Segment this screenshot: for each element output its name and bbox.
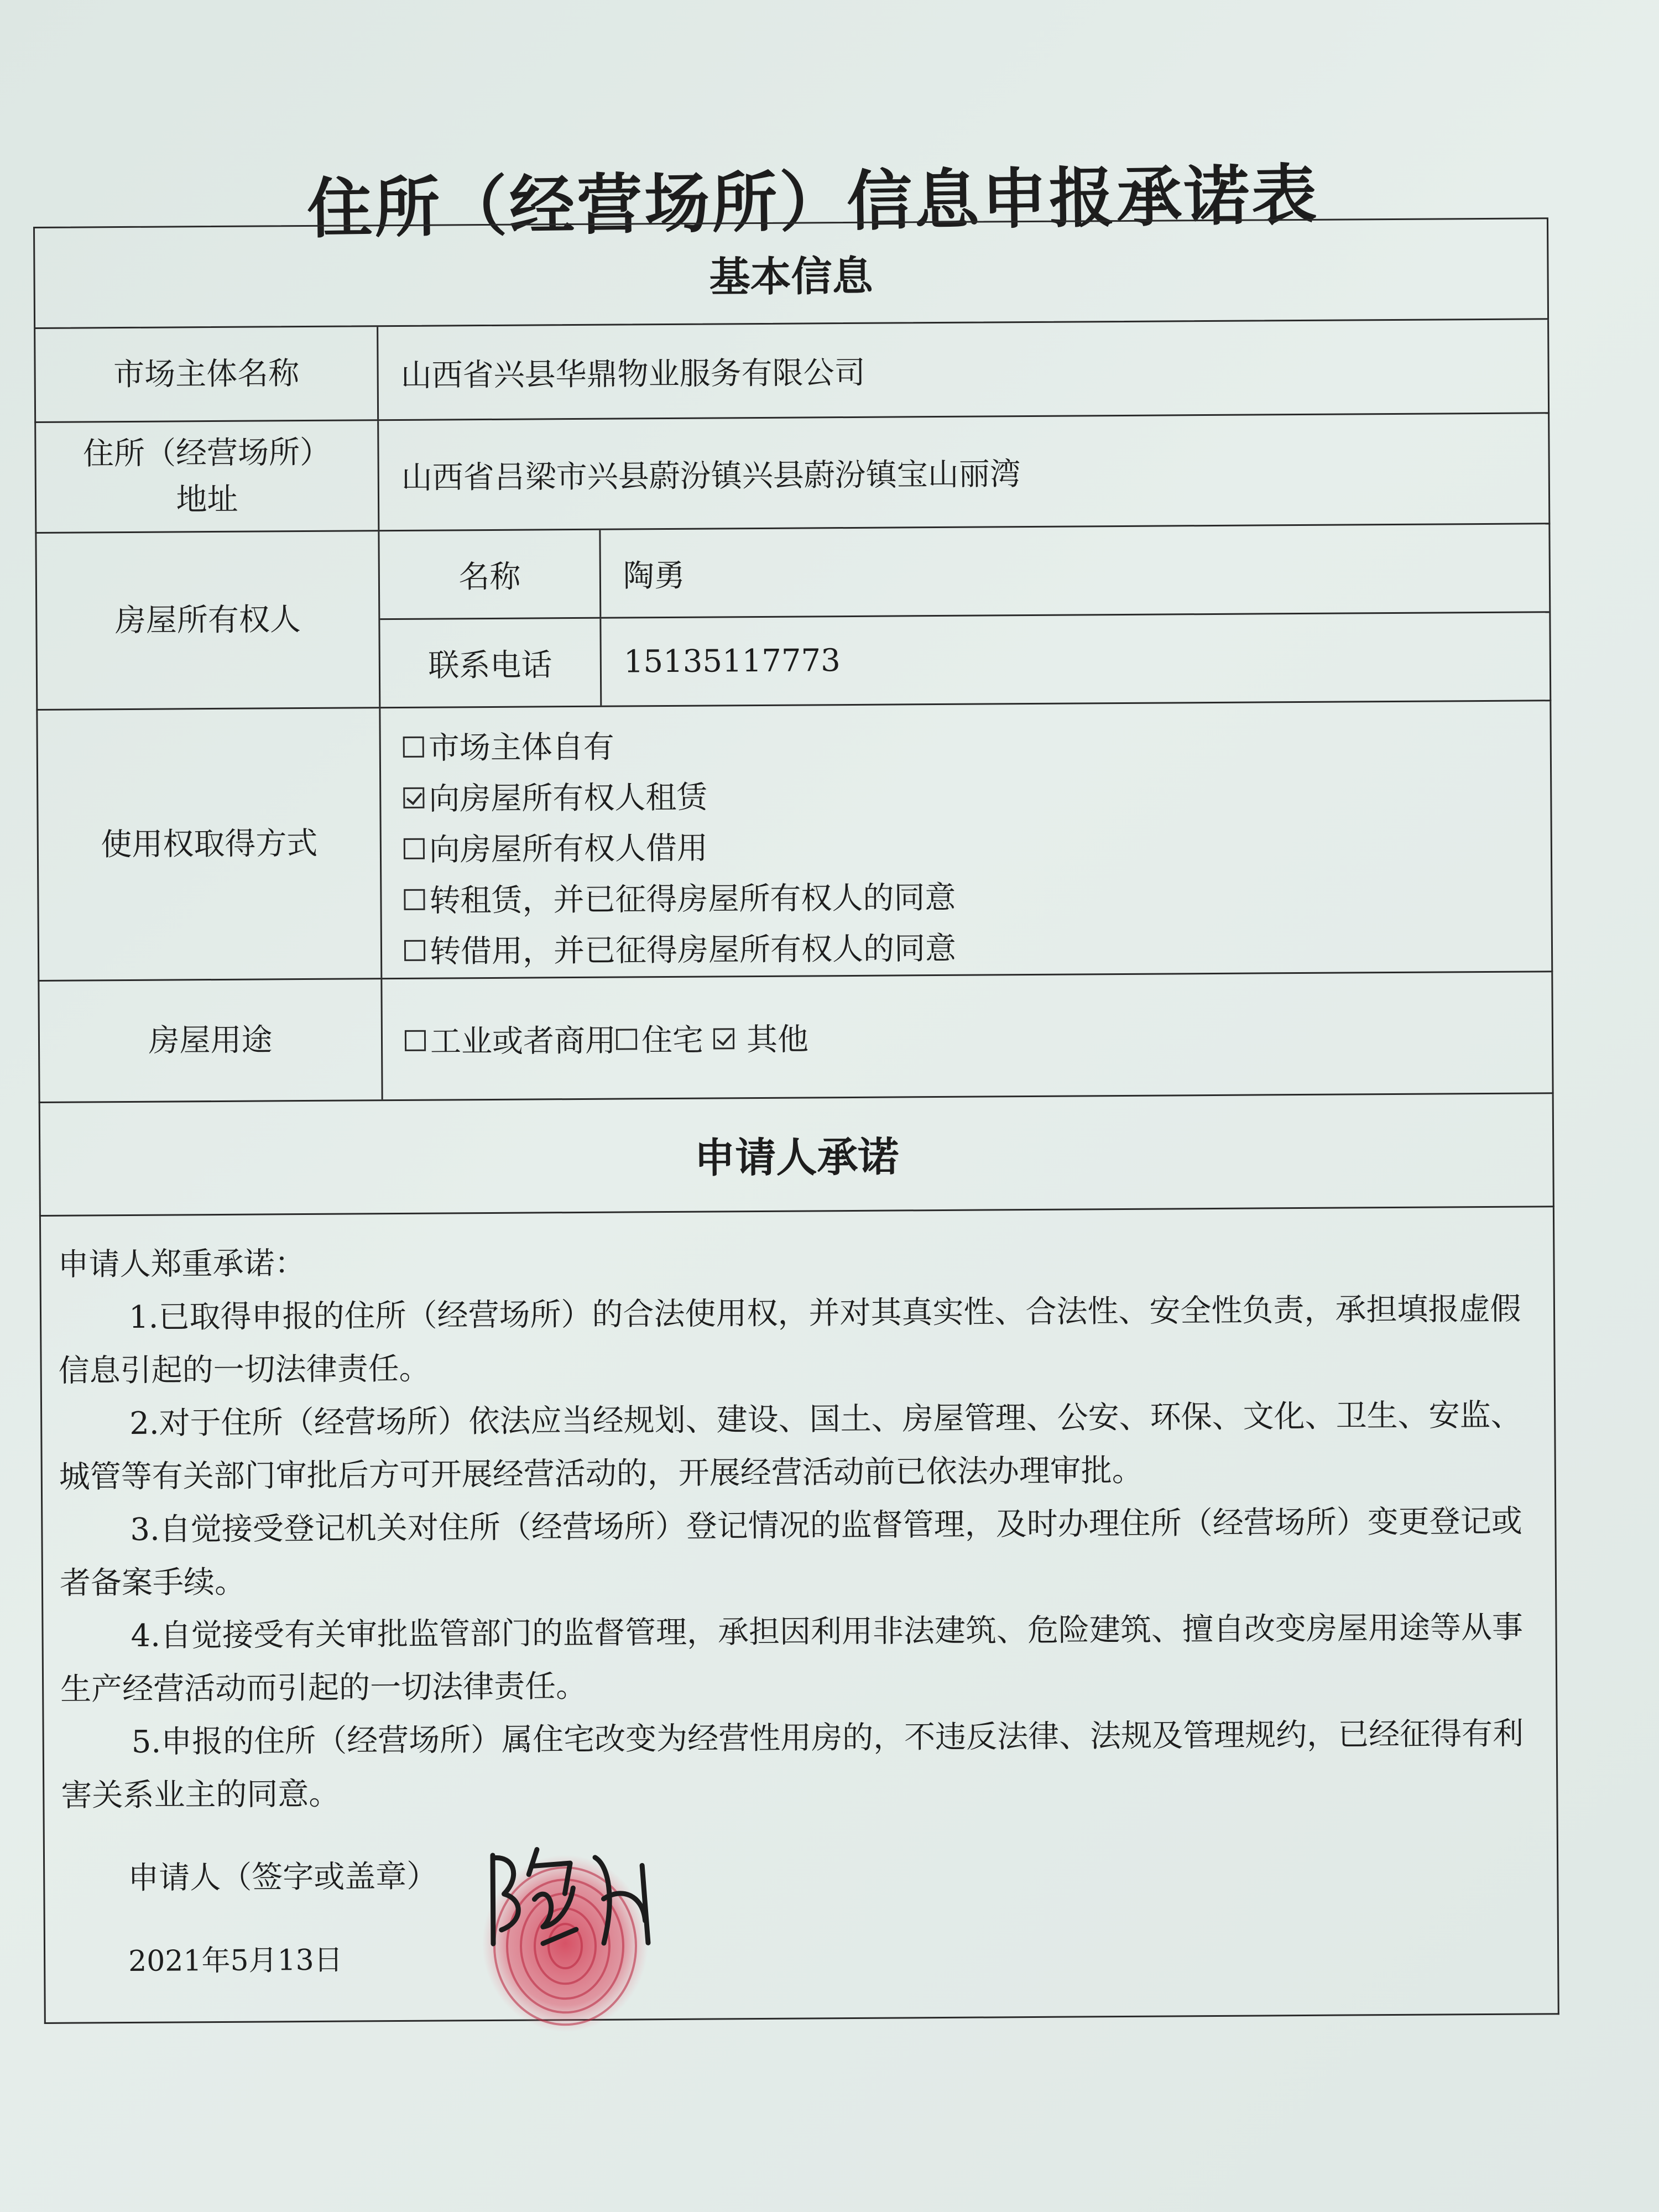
pledge-item: 2.对于住所（经营场所）依法应当经规划、建设、国土、房屋管理、公安、环保、文化、卫生、安监、城管等有关部门审批后方可开展经营活动的，开展经营活动前已依法办理审批。	[59, 1397, 1522, 1495]
checkbox[interactable]	[404, 889, 425, 910]
owner-details	[379, 524, 1550, 707]
use-right-row	[36, 701, 1553, 982]
use-right-option-text: 向房屋所有权人租赁	[429, 779, 708, 817]
pledge-item: 3.自觉接受登记机关对住所（经营场所）登记情况的监督管理，及时办理住所（经营场所）变更登记或者备案手续。	[59, 1503, 1522, 1601]
form-sheet	[33, 217, 1565, 2030]
checkbox[interactable]	[403, 787, 424, 808]
owner-phone-value: 15135117773	[623, 643, 841, 680]
use-right-option[interactable]	[404, 917, 1552, 975]
use-right-option[interactable]	[404, 815, 1551, 873]
usage-option-text: 住宅	[641, 1022, 704, 1058]
owner-phone-row	[380, 611, 1550, 707]
owner-name-value: 陶勇	[623, 557, 686, 594]
checkbox[interactable]	[404, 838, 425, 859]
owner-name-label: 名称	[379, 530, 601, 618]
basic-info-heading: 基本信息	[33, 217, 1549, 329]
address-label-line-1: 住所（经营场所）	[82, 434, 331, 472]
owner-label: 房屋所有权人	[36, 531, 380, 709]
address-label-line-2: 地址	[176, 481, 238, 518]
use-right-option-text: 转借用，并已征得房屋所有权人的同意	[429, 930, 957, 970]
signature-icon	[476, 1832, 665, 1966]
entity-name-label: 市场主体名称	[35, 327, 379, 421]
use-right-option[interactable]	[404, 866, 1551, 924]
pledge-item: 4.自觉接受有关审批监管部门的监督管理，承担因利用非法建筑、危险建筑、擅自改变房屋用途等从事生产经营活动而引起的一切法律责任。	[60, 1609, 1524, 1708]
address-value: 山西省吕梁市兴县蔚汾镇兴县蔚汾镇宝山丽湾	[401, 456, 1021, 496]
usage-checkbox[interactable]	[713, 1028, 734, 1049]
sign-date: 2021年5月13日	[128, 1943, 343, 1979]
usage-option-line	[405, 1015, 808, 1061]
use-right-option-text: 向房屋所有权人借用	[429, 830, 708, 868]
checkbox[interactable]	[403, 737, 424, 758]
pledge-intro: 申请人郑重承诺：	[58, 1245, 306, 1283]
owner-phone-label: 联系电话	[380, 619, 602, 707]
usage-label: 房屋用途	[39, 979, 383, 1102]
pledge-body	[39, 1207, 1559, 2024]
use-right-label: 使用权取得方式	[38, 708, 382, 980]
entity-name-value: 山西省兴县华鼎物业服务有限公司	[400, 354, 865, 394]
owner-row	[35, 524, 1551, 711]
usage-option-text: 工业或者商用	[430, 1022, 617, 1060]
pledge-item: 5.申报的住所（经营场所）属住宅改变为经营性用房的，不违反法律、法规及管理规约，已经征得有利害关系业主的同意。	[61, 1715, 1524, 1814]
use-right-options	[380, 701, 1551, 978]
signer-label: 申请人（签字或盖章）	[128, 1858, 438, 1897]
use-right-option-text: 转租赁，并已征得房屋所有权人的同意	[429, 879, 956, 919]
pledge-heading: 申请人承诺	[39, 1094, 1554, 1217]
pledge-item: 1.已取得申报的住所（经营场所）的合法使用权，并对其真实性、合法性、安全性负责，承担填报虚假信息引起的一切法律责任。	[58, 1291, 1521, 1389]
address-label	[36, 421, 379, 532]
usage-options	[382, 972, 1552, 1099]
usage-row	[38, 972, 1553, 1103]
checkbox[interactable]	[404, 940, 425, 961]
use-right-option[interactable]	[403, 713, 1550, 771]
owner-name-row	[379, 524, 1549, 618]
usage-checkbox[interactable]	[405, 1030, 426, 1051]
address-row	[34, 414, 1550, 534]
form-title: 住所（经营场所）信息申报承诺表	[306, 156, 1320, 247]
use-right-option-text: 市场主体自有	[428, 729, 614, 766]
use-right-option[interactable]	[403, 764, 1551, 822]
entity-name-row	[34, 320, 1550, 423]
form-table	[33, 217, 1559, 2024]
usage-option-text: 其他	[746, 1021, 809, 1058]
usage-checkbox[interactable]	[616, 1029, 637, 1050]
